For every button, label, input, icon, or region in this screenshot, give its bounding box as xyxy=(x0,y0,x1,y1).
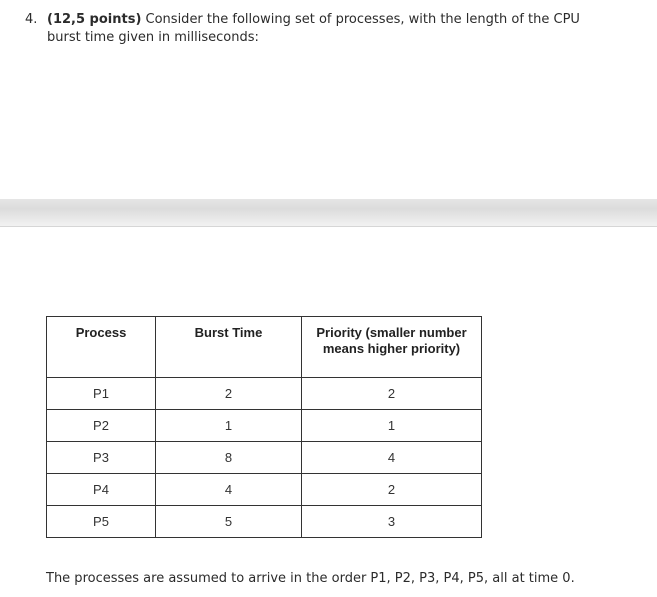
header-priority xyxy=(302,317,482,378)
cell-burst-time: 2 xyxy=(156,378,302,410)
table-row xyxy=(47,378,482,410)
header-burst-time: Burst Time xyxy=(156,317,302,378)
question-points: (12,5 points) xyxy=(47,12,142,27)
cell-process: P2 xyxy=(47,410,156,442)
table-row xyxy=(47,506,482,538)
cell-process: P5 xyxy=(47,506,156,538)
cell-process: P1 xyxy=(47,378,156,410)
footer-note: The processes are assumed to arrive in the order P1, P2, P3, P4, P5, all at time 0. xyxy=(46,571,575,586)
cell-burst-time: 5 xyxy=(156,506,302,538)
cell-priority: 1 xyxy=(302,410,482,442)
cell-burst-time: 8 xyxy=(156,442,302,474)
process-table xyxy=(46,316,482,538)
header-process: Process xyxy=(47,317,156,378)
question-text-block xyxy=(47,11,617,47)
table-row xyxy=(47,410,482,442)
cell-priority: 3 xyxy=(302,506,482,538)
table-header-row xyxy=(47,317,482,378)
cell-priority: 4 xyxy=(302,442,482,474)
cell-process: P3 xyxy=(47,442,156,474)
cell-burst-time: 1 xyxy=(156,410,302,442)
cell-priority: 2 xyxy=(302,474,482,506)
table-row xyxy=(47,442,482,474)
cell-priority: 2 xyxy=(302,378,482,410)
table-row xyxy=(47,474,482,506)
header-priority-label: Priority (smaller number means higher priority) xyxy=(316,325,467,356)
page-separator xyxy=(0,199,657,227)
question-number: 4. xyxy=(25,12,38,27)
cell-process: P4 xyxy=(47,474,156,506)
cell-burst-time: 4 xyxy=(156,474,302,506)
question-text: Consider the following set of processes, with the length of the CPU burst time given in milliseconds: xyxy=(47,12,580,45)
